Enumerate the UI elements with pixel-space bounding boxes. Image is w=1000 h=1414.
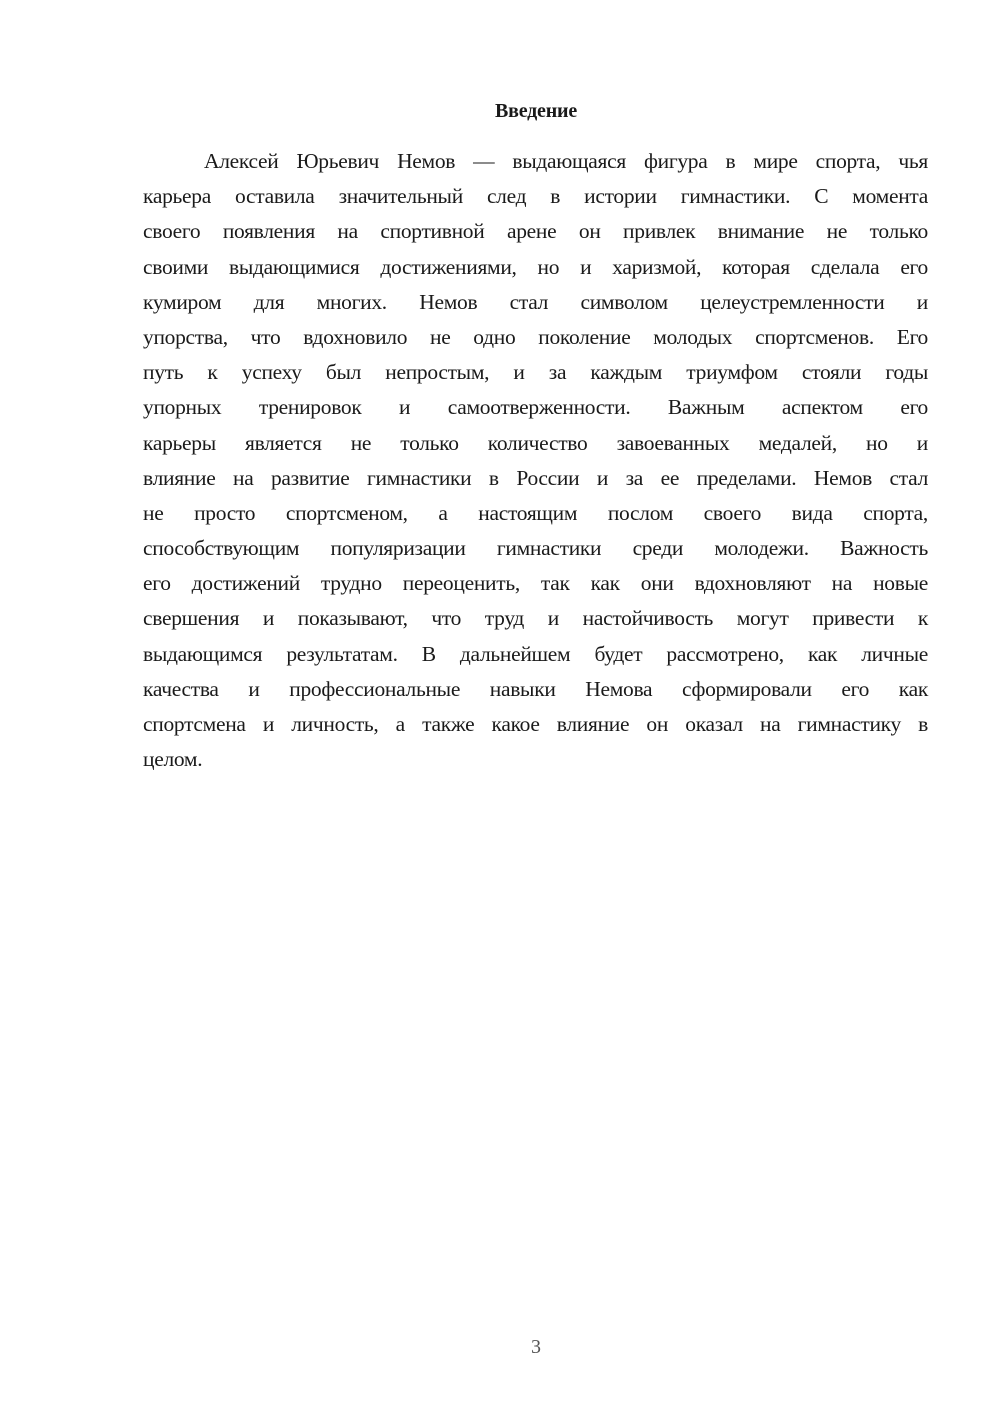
paragraph-line: кумиром для многих. Немов стал символом целеустремленности и	[143, 289, 928, 314]
paragraph-line: не просто спортсменом, а настоящим послом своего вида спорта,	[143, 500, 928, 525]
paragraph-line: свершения и показывают, что труд и настойчивость могут привести к	[143, 606, 928, 631]
paragraph-line: целом.	[143, 747, 203, 772]
paragraph-line: карьера оставила значительный след в истории гимнастики. С момента	[143, 184, 928, 209]
introduction-paragraph	[143, 144, 928, 777]
paragraph-line: карьеры является не только количество завоеванных медалей, но и	[143, 430, 928, 455]
paragraph-line: Алексей Юрьевич Немов — выдающаяся фигура в мире спорта, чья	[204, 149, 928, 173]
paragraph-line: упорства, что вдохновило не одно поколение молодых спортсменов. Его	[143, 324, 928, 349]
paragraph-line: своего появления на спортивной арене он привлек внимание не только	[143, 219, 928, 244]
paragraph-line: его достижений трудно переоценить, так как они вдохновляют на новые	[143, 571, 928, 596]
paragraph-line: способствующим популяризации гимнастики среди молодежи. Важность	[143, 536, 928, 561]
paragraph-line: спортсмена и личность, а также какое влияние он оказал на гимнастику в	[143, 712, 928, 736]
paragraph-line: своими выдающимися достижениями, но и харизмой, которая сделала его	[143, 254, 928, 279]
paragraph-line: выдающимся результатам. В дальнейшем будет рассмотрено, как личные	[143, 641, 928, 666]
paragraph-line: путь к успеху был непростым, и за каждым триумфом стояли годы	[143, 360, 928, 385]
paragraph-line: качества и профессиональные навыки Немова сформировали его как	[143, 676, 928, 701]
section-heading: Введение	[494, 100, 578, 122]
page-number: 3	[531, 1336, 541, 1358]
paragraph-line: влияние на развитие гимнастики в России и за ее пределами. Немов стал	[143, 465, 928, 490]
paragraph-line: упорных тренировок и самоотверженности. Важным аспектом его	[143, 395, 928, 420]
